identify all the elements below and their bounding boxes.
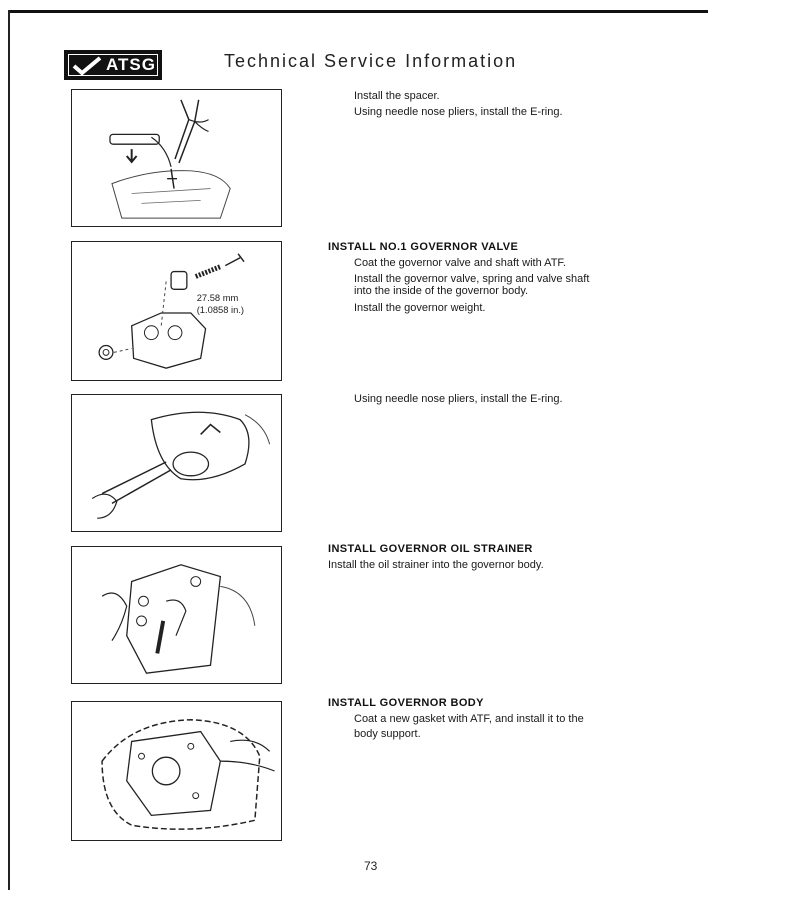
section1-line2: Using needle nose pliers, install the E-ring. <box>354 106 563 118</box>
page-number: 73 <box>364 859 378 873</box>
top-rule <box>8 10 708 13</box>
heading-governor-body: INSTALL GOVERNOR BODY <box>328 697 484 709</box>
atsg-logo <box>64 50 162 80</box>
section2-line1: Coat the governor valve and shaft with ATF. <box>354 257 566 269</box>
section3-line1: Using needle nose pliers, install the E-ring. <box>354 393 563 405</box>
page-title: Technical Service Information <box>224 51 518 71</box>
figure-governor-valve <box>71 241 282 381</box>
figure-governor-body <box>71 701 282 841</box>
figure-label-mm: 27.58 mm <box>196 293 239 304</box>
section5-line1: Coat a new gasket with ATF, and install it to the <box>354 713 584 725</box>
section5-line2: body support. <box>354 728 421 740</box>
figure-ering-install <box>71 394 282 532</box>
section2-line2: Install the governor valve, spring and valve shaft <box>354 273 590 285</box>
left-rule <box>8 10 10 890</box>
heading-oil-strainer: INSTALL GOVERNOR OIL STRAINER <box>328 543 533 555</box>
section2-line3: into the inside of the governor body. <box>354 285 529 297</box>
figure-label-in: (1.0858 in.) <box>196 304 245 315</box>
section1-line1: Install the spacer. <box>354 90 440 102</box>
checkmark-icon <box>72 56 102 76</box>
figure-spacer-install <box>71 89 282 227</box>
logo-text: ATSG <box>106 55 156 74</box>
section2-line4: Install the governor weight. <box>354 302 486 314</box>
section4-line1: Install the oil strainer into the governor body. <box>328 559 544 571</box>
heading-governor-valve: INSTALL NO.1 GOVERNOR VALVE <box>328 241 519 253</box>
figure-oil-strainer <box>71 546 282 684</box>
